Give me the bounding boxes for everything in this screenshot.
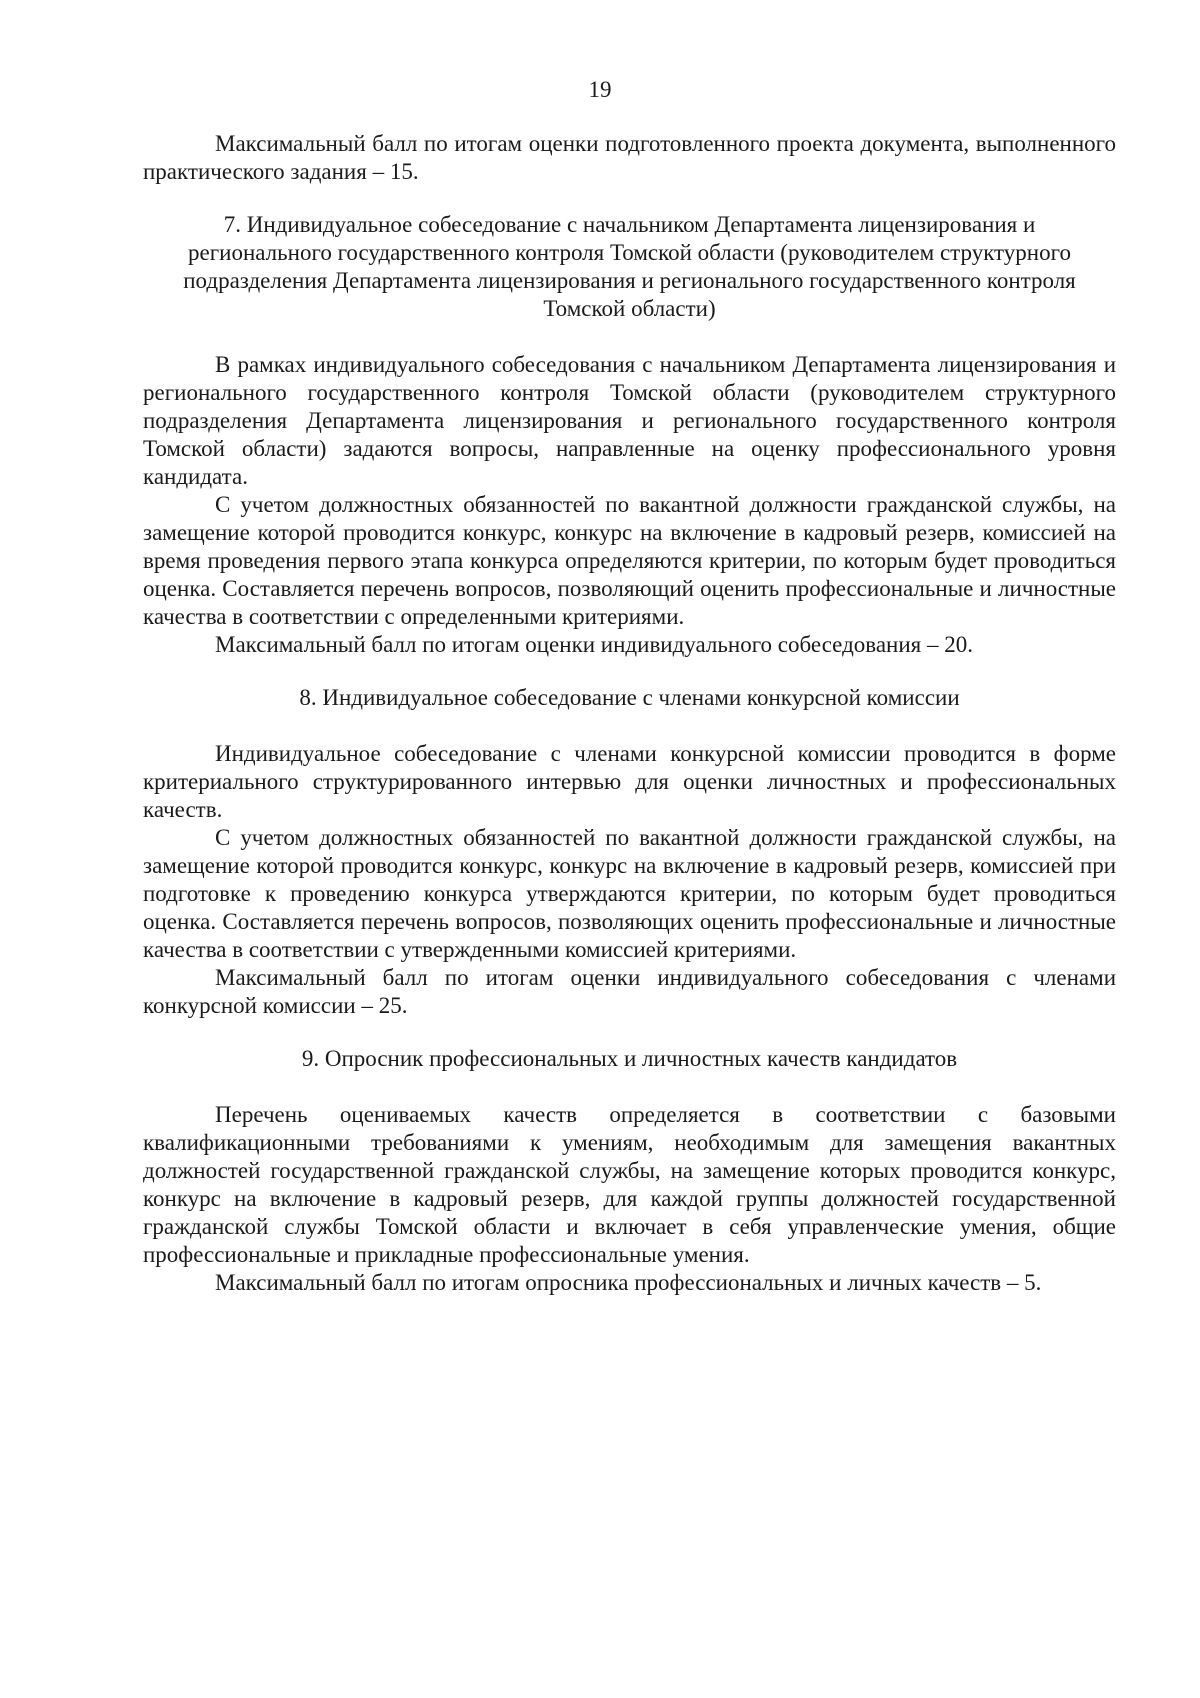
paragraph-max-score-questionnaire: Максимальный балл по итогам опросника профессиональных и личных качеств – 5. <box>215 1270 1042 1295</box>
paragraph-interview-head-intro: В рамках индивидуального собеседования с начальником Департамента лицензирования и регионального государственного контроля Томской области (руководителем структурного подразделения Департамента лицензирования и регионального государственного контроля Томской области) задаются вопросы, направленные на оценку профессионального уровня кандидата. <box>143 352 1116 489</box>
section-heading-7: 7. Индивидуальное собеседование с начальником Департамента лицензирования и регионального государственного контроля Томской области (руководителем структурного подразделения Департамента лицензирования и регионального государственного контроля Томской области) <box>183 212 1076 321</box>
paragraph-questionnaire-qualities: Перечень оцениваемых качеств определяется в соответствии с базовыми квалификационными требованиями к умениям, необходимым для замещения вакантных должностей государственной гражданской службы, на замещение которых проводится конкурс, конкурс на включение в кадровый резерв, для каждой группы должностей государственной гражданской службы Томской области и включает в себя управленческие умения, общие профессиональные и прикладные профессиональные умения. <box>143 1102 1116 1267</box>
paragraph-interview-head-criteria: С учетом должностных обязанностей по вакантной должности гражданской службы, на замещение которой проводится конкурс, конкурс на включение в кадровый резерв, комиссией на время проведения первого этапа конкурса определяются критерии, по которым будет проводиться оценка. Составляется перечень вопросов, позволяющий оценить профессиональные и личностные качества в соответствии с определенными критериями. <box>143 492 1116 629</box>
paragraph-commission-interview-intro: Индивидуальное собеседование с членами конкурсной комиссии проводится в форме критериального структурированного интервью для оценки личностных и профессиональных качеств. <box>143 741 1116 822</box>
page-number: 19 <box>588 77 612 102</box>
section-heading-8: 8. Индивидуальное собеседование с членами конкурсной комиссии <box>299 685 960 710</box>
paragraph-max-score-commission-interview: Максимальный балл по итогам оценки индивидуального собеседования с членами конкурсной комиссии – 25. <box>143 965 1116 1018</box>
document-body <box>143 130 1116 1297</box>
section-heading-9: 9. Опросник профессиональных и личностных качеств кандидатов <box>301 1046 958 1071</box>
paragraph-commission-interview-criteria: С учетом должностных обязанностей по вакантной должности гражданской службы, на замещение которой проводится конкурс, конкурс на включение в кадровый резерв, комиссией при подготовке к проведению конкурса утверждаются критерии, по которым будет проводиться оценка. Составляется перечень вопросов, позволяющих оценить профессиональные и личностные качества в соответствии с утвержденными комиссией критериями. <box>143 825 1116 962</box>
paragraph-max-score-interview-head: Максимальный балл по итогам оценки индивидуального собеседования – 20. <box>215 632 974 657</box>
paragraph-max-score-practical: Максимальный балл по итогам оценки подготовленного проекта документа, выполненного практического задания – 15. <box>143 131 1116 184</box>
